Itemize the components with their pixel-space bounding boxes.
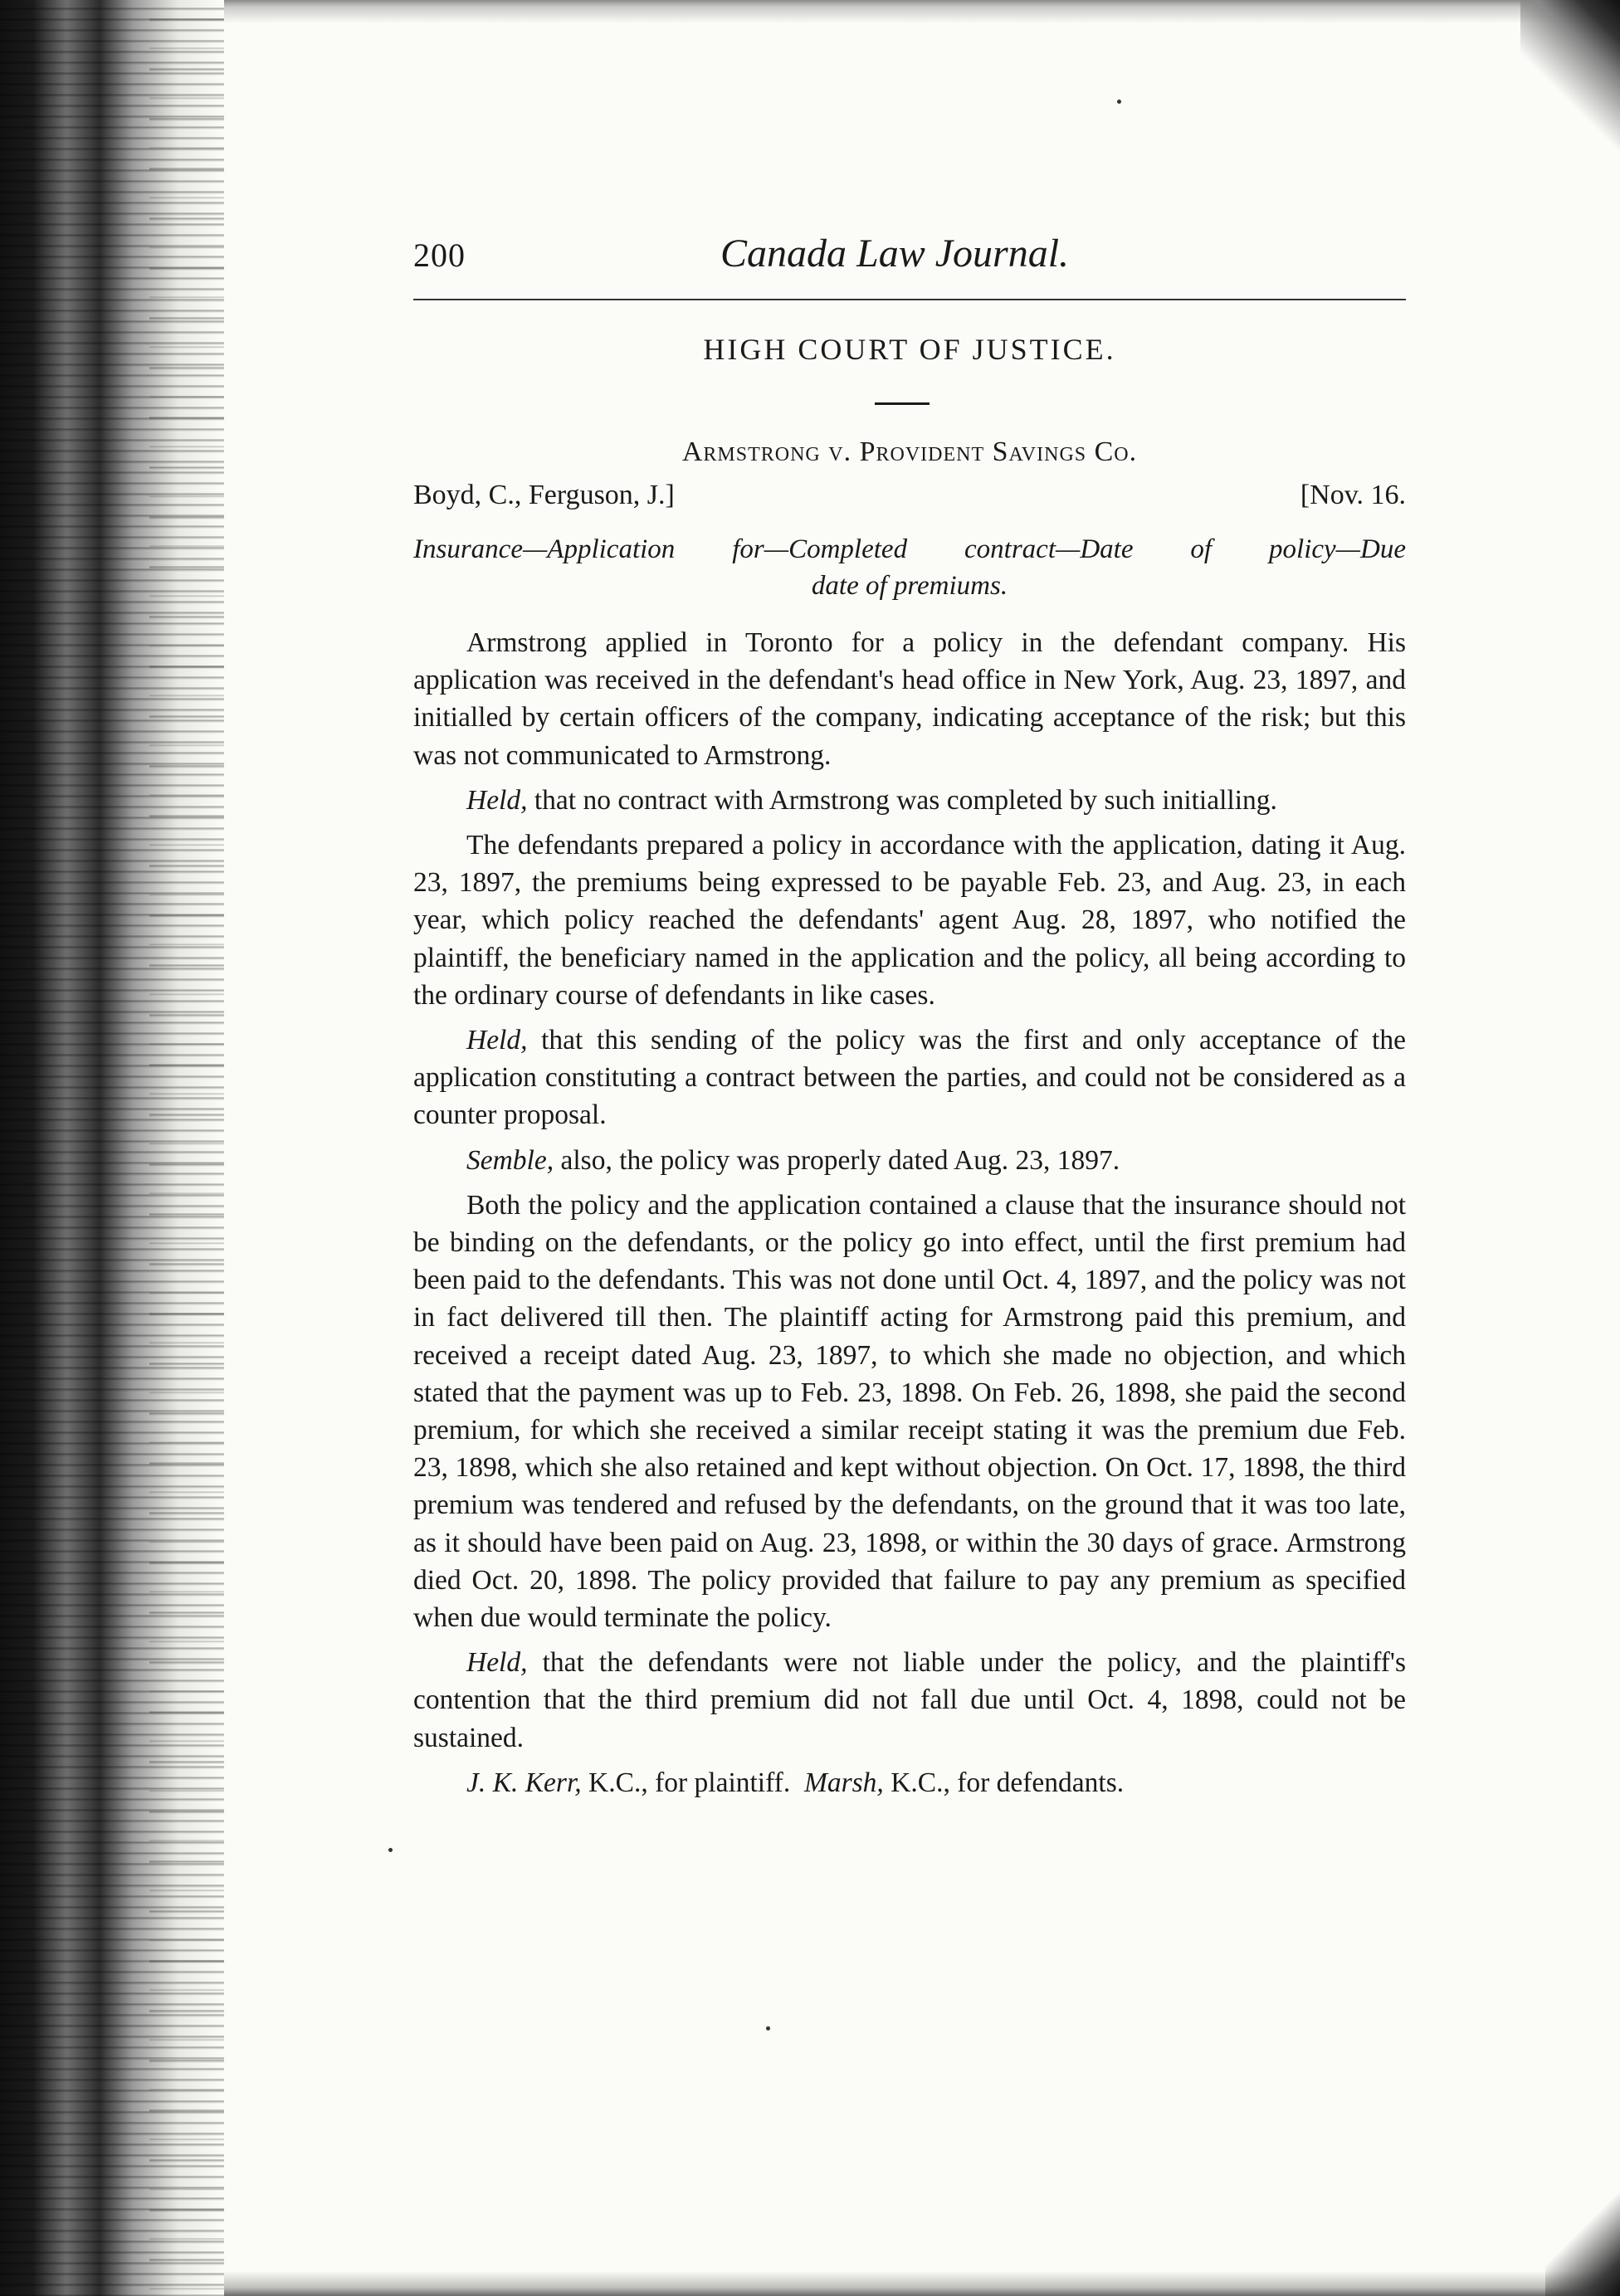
court-heading: HIGH COURT OF JUSTICE. bbox=[703, 333, 1116, 366]
header-rule bbox=[413, 299, 1406, 300]
top-right-scan-corner bbox=[1520, 0, 1620, 191]
plaintiff-counsel-name: J. K. Kerr, bbox=[466, 1767, 582, 1798]
held-label: Held, bbox=[466, 784, 528, 816]
paragraph-facts-application: Armstrong applied in Toronto for a policy in the defendant company. His application was received in the defendant's head office in New York, Aug. 23, 1897, and initialled by certain officers of the company, indicating acceptance of the risk; but this was not communicated to Armstrong. bbox=[413, 627, 1406, 771]
case-date: [Nov. 16. bbox=[1300, 480, 1406, 510]
journal-title: Canada Law Journal. bbox=[720, 232, 1070, 275]
section-divider bbox=[875, 402, 930, 405]
held-text: that the defendants were not liable under the policy, and the plaintiff's contention that the third premium did not fall due until Oct. 4, 1898, could not be sustained. bbox=[413, 1647, 1406, 1753]
headnote bbox=[413, 531, 1406, 604]
held-label: Held, bbox=[466, 1647, 528, 1679]
held-text: that this sending of the policy was the first and only acceptance of the application constituting a contract between the parties, and could not be considered as a counter proposal. bbox=[413, 1025, 1406, 1131]
scan-speck bbox=[1117, 100, 1121, 104]
scan-speck bbox=[388, 1848, 393, 1852]
bottom-right-scan-corner bbox=[1545, 2180, 1620, 2296]
paragraph-held-initialling bbox=[413, 782, 1406, 819]
binding-speckle bbox=[149, 0, 224, 2296]
headnote-line-1: Insurance—Application for—Completed contract—Date of policy—Due bbox=[413, 534, 1406, 564]
running-header bbox=[413, 231, 1406, 280]
semble-text: also, the policy was properly dated Aug. 23, 1897. bbox=[554, 1144, 1120, 1176]
report-body bbox=[413, 624, 1406, 1809]
plaintiff-counsel-role: K.C., for plaintiff. bbox=[581, 1767, 791, 1798]
paragraph-held-liability bbox=[413, 1644, 1406, 1757]
top-scan-edge bbox=[224, 0, 1620, 23]
headnote-line-2: date of premiums. bbox=[811, 571, 1008, 601]
held-text: that no contract with Armstrong was completed by such initialling. bbox=[527, 784, 1277, 816]
case-name: Armstrong v. Provident Savings Co. bbox=[681, 436, 1138, 467]
bottom-scan-edge bbox=[224, 2271, 1620, 2296]
defendant-counsel-name: Marsh, bbox=[803, 1767, 884, 1798]
paragraph-semble bbox=[413, 1142, 1406, 1179]
defendant-counsel-role: K.C., for defendants. bbox=[883, 1767, 1125, 1798]
paragraph-facts-premiums: Both the policy and the application contained a clause that the insurance should not be binding on the defendants, or the policy go into effect, until the first premium had been paid to the defendants. This was not done until Oct. 4, 1897, and the policy was not in fact delivered till then. The plaintiff acting for Armstrong paid this premium, and received a receipt dated Aug. 23, 1897, to which she made no objection, and which stated that the payment was up to Feb. 23, 1898. On Feb. 26, 1898, she paid the second premium, for which she received a similar receipt stating it was the premium due Feb. 23, 1898, which she also retained and kept without objection. On Oct. 17, 1898, the third premium was tendered and refused by the defendants, on the ground that it was too late, as it should have been paid on Aug. 23, 1898, or within the 30 days of grace. Armstrong died Oct. 20, 1898. The policy provided that failure to pay any premium as specified when due would terminate the policy. bbox=[413, 1189, 1406, 1634]
page-number: 200 bbox=[413, 236, 466, 274]
semble-label: Semble, bbox=[466, 1144, 554, 1176]
case-judges: Boyd, C., Ferguson, J.] bbox=[413, 480, 675, 510]
paragraph-facts-policy: The defendants prepared a policy in accordance with the application, dating it Aug. 23, 1897, the premiums being expressed to be payable Feb. 23, and Aug. 23, in each year, which policy reached the defendants' agent Aug. 28, 1897, who notified the plaintiff, the beneficiary named in the application and the policy, all being according to the ordinary course of defendants in like cases. bbox=[413, 830, 1406, 1011]
scan-speck bbox=[766, 2026, 770, 2030]
held-label: Held, bbox=[466, 1025, 528, 1056]
paragraph-counsel bbox=[413, 1764, 1406, 1801]
paragraph-held-acceptance bbox=[413, 1021, 1406, 1134]
